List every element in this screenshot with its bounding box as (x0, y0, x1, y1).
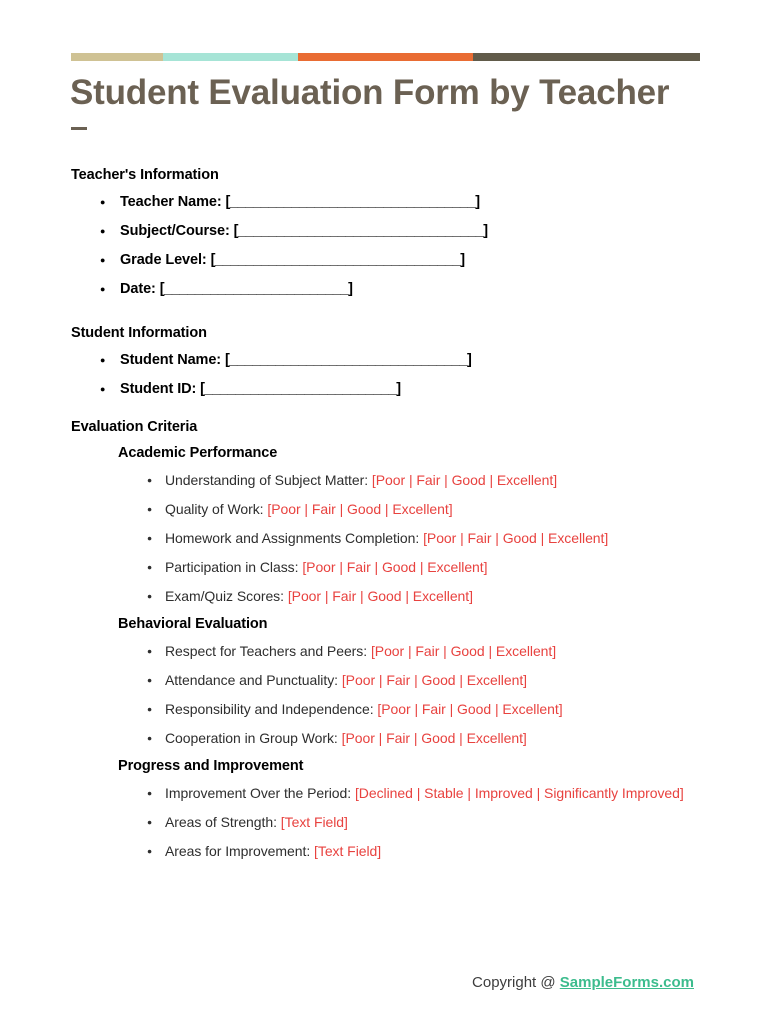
list-item (0, 188, 780, 217)
footer-copyright (0, 972, 780, 994)
list-item (0, 346, 780, 375)
list-item (0, 553, 780, 582)
academic-performance-criteria-list (0, 466, 780, 611)
criterion-options[interactable]: [Poor | Fair | Good | Excellent] (341, 672, 528, 688)
list-item (0, 582, 780, 611)
section-heading-evaluation-criteria: Evaluation Criteria (71, 419, 198, 435)
list-item (0, 275, 780, 304)
field-label: Subject/Course: (120, 223, 230, 239)
accent-bar-segment-tan (71, 53, 163, 61)
criterion-options[interactable]: [Poor | Fair | Good | Excellent] (371, 472, 558, 488)
list-item (0, 724, 780, 753)
title-underline-dash (71, 127, 87, 130)
criterion-options[interactable]: [Poor | Fair | Good | Excellent] (377, 701, 563, 717)
sampleforms-link[interactable]: SampleForms.com (559, 974, 694, 991)
copyright-text: Copyright @ (472, 974, 560, 991)
list-item (0, 495, 780, 524)
document-body (0, 162, 780, 866)
field-blank[interactable]: [_______________________________] (224, 352, 472, 368)
criterion-label: Cooperation in Group Work: (165, 730, 338, 746)
accent-color-bar (71, 53, 700, 61)
field-blank[interactable]: [________________________________] (225, 194, 480, 210)
criterion-label: Understanding of Subject Matter: (165, 472, 369, 488)
criterion-label: Homework and Assignments Completion: (165, 530, 420, 546)
list-item (0, 837, 780, 866)
field-blank[interactable]: [________________________________] (210, 252, 465, 268)
accent-bar-segment-mint (163, 53, 298, 61)
spacer (0, 404, 780, 414)
section-heading-teacher-information: Teacher's Information (71, 167, 219, 183)
field-label: Date: (120, 281, 156, 297)
criterion-options[interactable]: [Poor | Fair | Good | Excellent] (423, 530, 609, 546)
criterion-label: Exam/Quiz Scores: (165, 588, 284, 604)
accent-bar-segment-olive (473, 53, 700, 61)
criterion-options[interactable]: [Declined | Stable | Improved | Significantly Improved] (354, 785, 684, 801)
student-information-field-list (0, 346, 780, 404)
list-item (0, 695, 780, 724)
criterion-label: Respect for Teachers and Peers: (165, 643, 368, 659)
section-heading-student-information: Student Information (71, 325, 207, 341)
field-label: Teacher Name: (120, 194, 222, 210)
field-label: Student Name: (120, 352, 222, 368)
field-blank[interactable]: [________________________] (159, 281, 353, 297)
behavioral-evaluation-criteria-list (0, 637, 780, 753)
list-item (0, 524, 780, 553)
criterion-options[interactable]: [Text Field] (314, 843, 382, 859)
list-item (0, 375, 780, 404)
list-item (0, 246, 780, 275)
spacer (0, 304, 780, 320)
accent-bar-segment-orange (298, 53, 473, 61)
criterion-options[interactable]: [Poor | Fair | Good | Excellent] (267, 501, 453, 517)
field-label: Student ID: (120, 381, 197, 397)
field-label: Grade Level: (120, 252, 207, 268)
progress-improvement-criteria-list (0, 779, 780, 866)
teacher-information-field-list (0, 188, 780, 304)
subsection-heading-academic-performance: Academic Performance (118, 445, 278, 461)
list-item (0, 808, 780, 837)
criterion-label: Participation in Class: (165, 559, 299, 575)
list-item (0, 666, 780, 695)
criterion-label: Areas of Strength: (165, 814, 277, 830)
field-blank[interactable]: [________________________________] (233, 223, 488, 239)
subsection-heading-progress-and-improvement: Progress and Improvement (118, 758, 304, 774)
list-item (0, 466, 780, 495)
section-teacher-information (0, 162, 780, 304)
section-student-information (0, 320, 780, 404)
list-item (0, 779, 780, 808)
criterion-options[interactable]: [Poor | Fair | Good | Excellent] (370, 643, 557, 659)
criterion-options[interactable]: [Poor | Fair | Good | Excellent] (341, 730, 527, 746)
field-blank[interactable]: [_________________________] (200, 381, 401, 397)
criterion-options[interactable]: [Poor | Fair | Good | Excellent] (287, 588, 473, 604)
page-title: Student Evaluation Form by Teacher (70, 73, 670, 112)
criterion-label: Attendance and Punctuality: (165, 672, 338, 688)
subsection-heading-behavioral-evaluation: Behavioral Evaluation (118, 616, 268, 632)
criterion-label: Improvement Over the Period: (165, 785, 352, 801)
section-evaluation-criteria (0, 414, 780, 866)
criterion-label: Responsibility and Independence: (165, 701, 374, 717)
list-item (0, 637, 780, 666)
criterion-label: Areas for Improvement: (165, 843, 311, 859)
criterion-label: Quality of Work: (165, 501, 264, 517)
criterion-options[interactable]: [Poor | Fair | Good | Excellent] (302, 559, 488, 575)
criterion-options[interactable]: [Text Field] (280, 814, 348, 830)
list-item (0, 217, 780, 246)
